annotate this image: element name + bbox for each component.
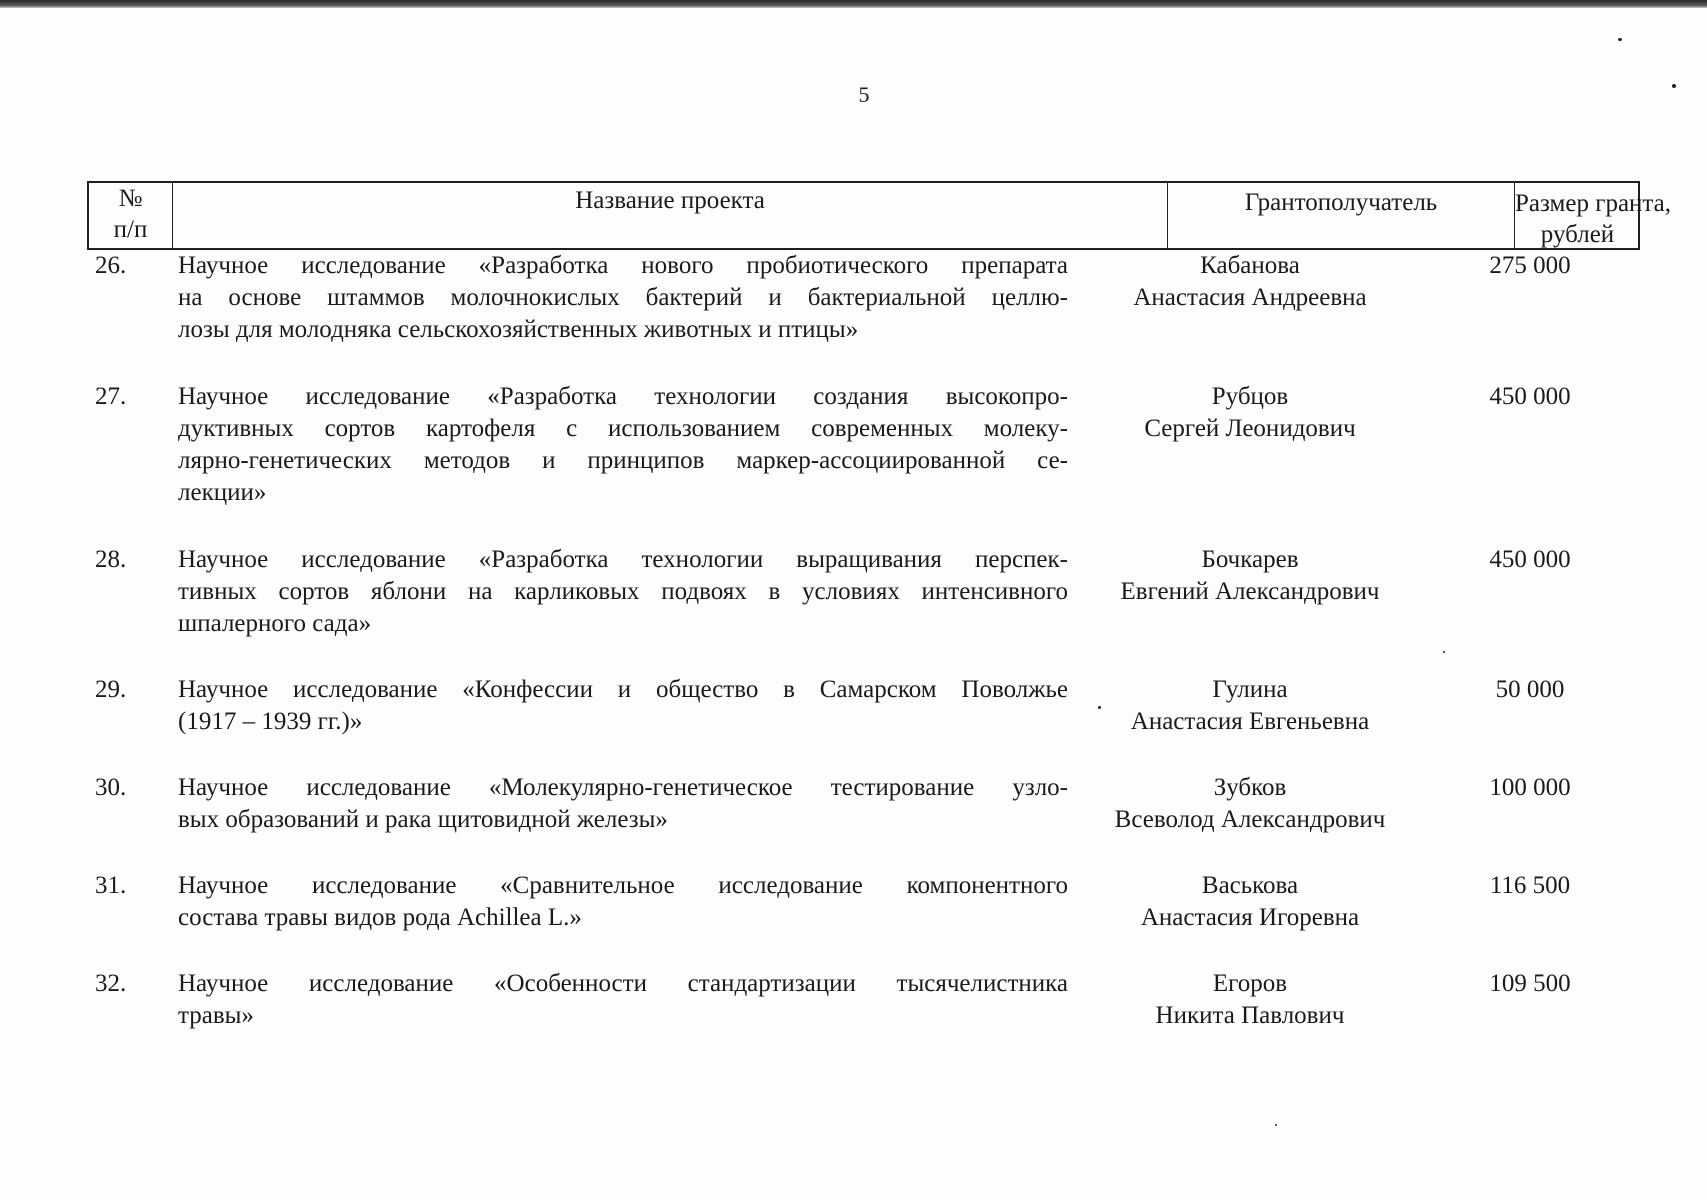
- row-number: 31.: [95, 872, 127, 899]
- grant-amount: 116 500: [1489, 872, 1571, 899]
- project-title: [178, 250, 1068, 346]
- header-recipient: [1168, 183, 1515, 248]
- project-title-line: Научное исследование «Разработка нового пробиотического препарата: [178, 252, 1068, 279]
- page-number: 5: [858, 82, 870, 107]
- recipient-surname: Кабанова: [1200, 252, 1300, 279]
- recipient-name: [1080, 544, 1420, 608]
- project-title-line: Научное исследование «Молекулярно-генетическое тестирование узло-: [178, 774, 1068, 801]
- grant-amount: 275 000: [1489, 252, 1571, 279]
- project-title: [178, 674, 1068, 738]
- row-number: 32.: [95, 970, 127, 997]
- project-title: [178, 544, 1068, 640]
- scan-speck: [1672, 84, 1676, 88]
- recipient-surname: Васькова: [1201, 872, 1299, 899]
- recipient-given-names: Всеволод Александрович: [1114, 806, 1386, 833]
- header-amount-line-1: Размер гранта,: [1515, 190, 1671, 217]
- header-number-line-1: №: [118, 185, 143, 212]
- header-project-label: Название проекта: [575, 187, 765, 214]
- row-number: 29.: [95, 676, 127, 703]
- recipient-given-names: Анастасия Евгеньевна: [1130, 708, 1370, 735]
- scan-speck: [1443, 651, 1445, 653]
- recipient-name: [1080, 968, 1420, 1032]
- project-title-line: Научное исследование «Разработка технологии выращивания перспек-: [178, 546, 1068, 573]
- project-title-line: Научное исследование «Особенности стандартизации тысячелистника: [178, 970, 1068, 997]
- project-title-line: шпалерного сада»: [178, 610, 372, 637]
- project-title-line: Научное исследование «Конфессии и общество в Самарском Поволжье: [178, 676, 1068, 703]
- grant-amount: 50 000: [1495, 676, 1565, 703]
- project-title-line: на основе штаммов молочнокислых бактерий и бактериальной целлю-: [178, 284, 1068, 311]
- project-title-line: лекции»: [178, 479, 267, 506]
- project-title: [178, 968, 1068, 1032]
- recipient-given-names: Анастасия Игоревна: [1140, 904, 1360, 931]
- recipient-given-names: Сергей Леонидович: [1144, 415, 1356, 442]
- header-number: [89, 183, 173, 248]
- recipient-surname: Бочкарев: [1201, 546, 1299, 573]
- project-title-line: состава травы видов рода Achillea L.»: [178, 904, 582, 931]
- grant-amount: 109 500: [1489, 970, 1571, 997]
- project-title-line: дуктивных сортов картофеля с использованием современных молеку-: [178, 415, 1068, 442]
- project-title-line: тивных сортов яблони на карликовых подвоях в условиях интенсивного: [178, 578, 1068, 605]
- project-title-line: вых образований и рака щитовидной железы»: [178, 806, 668, 833]
- recipient-surname: Егоров: [1212, 970, 1288, 997]
- project-title-line: Научное исследование «Разработка технологии создания высокопро-: [178, 383, 1068, 410]
- header-amount-line-2: рублей: [1540, 221, 1615, 248]
- recipient-name: [1080, 772, 1420, 836]
- recipient-surname: Гулина: [1212, 676, 1288, 703]
- grant-amount: 100 000: [1489, 774, 1571, 801]
- recipient-name: [1080, 674, 1420, 738]
- project-title: [178, 381, 1068, 509]
- recipient-given-names: Никита Павлович: [1155, 1002, 1345, 1029]
- table-header: [87, 181, 1671, 250]
- project-title-line: лозы для молодняка сельскохозяйственных животных и птицы»: [178, 316, 859, 343]
- grant-amount: 450 000: [1489, 383, 1571, 410]
- project-title: [178, 772, 1068, 836]
- recipient-name: [1080, 870, 1420, 934]
- row-number: 30.: [95, 774, 127, 801]
- header-number-line-2: п/п: [113, 216, 148, 243]
- row-number: 28.: [95, 546, 127, 573]
- project-title-line: Научное исследование «Сравнительное исследование компонентного: [178, 872, 1068, 899]
- row-number: 27.: [95, 383, 127, 410]
- recipient-surname: Рубцов: [1211, 383, 1289, 410]
- recipient-given-names: Анастасия Андреевна: [1133, 284, 1367, 311]
- project-title-line: (1917 – 1939 гг.)»: [178, 708, 363, 735]
- project-title-line: травы»: [178, 1002, 254, 1029]
- header-amount: [1515, 183, 1671, 248]
- recipient-surname: Зубков: [1213, 774, 1287, 801]
- header-project: [173, 183, 1168, 248]
- project-title-line: лярно-генетических методов и принципов маркер-ассоциированной се-: [178, 447, 1068, 474]
- row-number: 26.: [95, 252, 127, 279]
- header-recipient-label: Грантополучатель: [1244, 189, 1438, 216]
- scan-speck: [1275, 1124, 1277, 1126]
- recipient-name: [1080, 381, 1420, 445]
- project-title: [178, 870, 1068, 934]
- grant-amount: 450 000: [1489, 546, 1571, 573]
- recipient-given-names: Евгений Александрович: [1120, 578, 1380, 605]
- scan-speck: [1618, 38, 1622, 41]
- recipient-name: [1080, 250, 1420, 314]
- scan-top-edge: [0, 0, 1707, 8]
